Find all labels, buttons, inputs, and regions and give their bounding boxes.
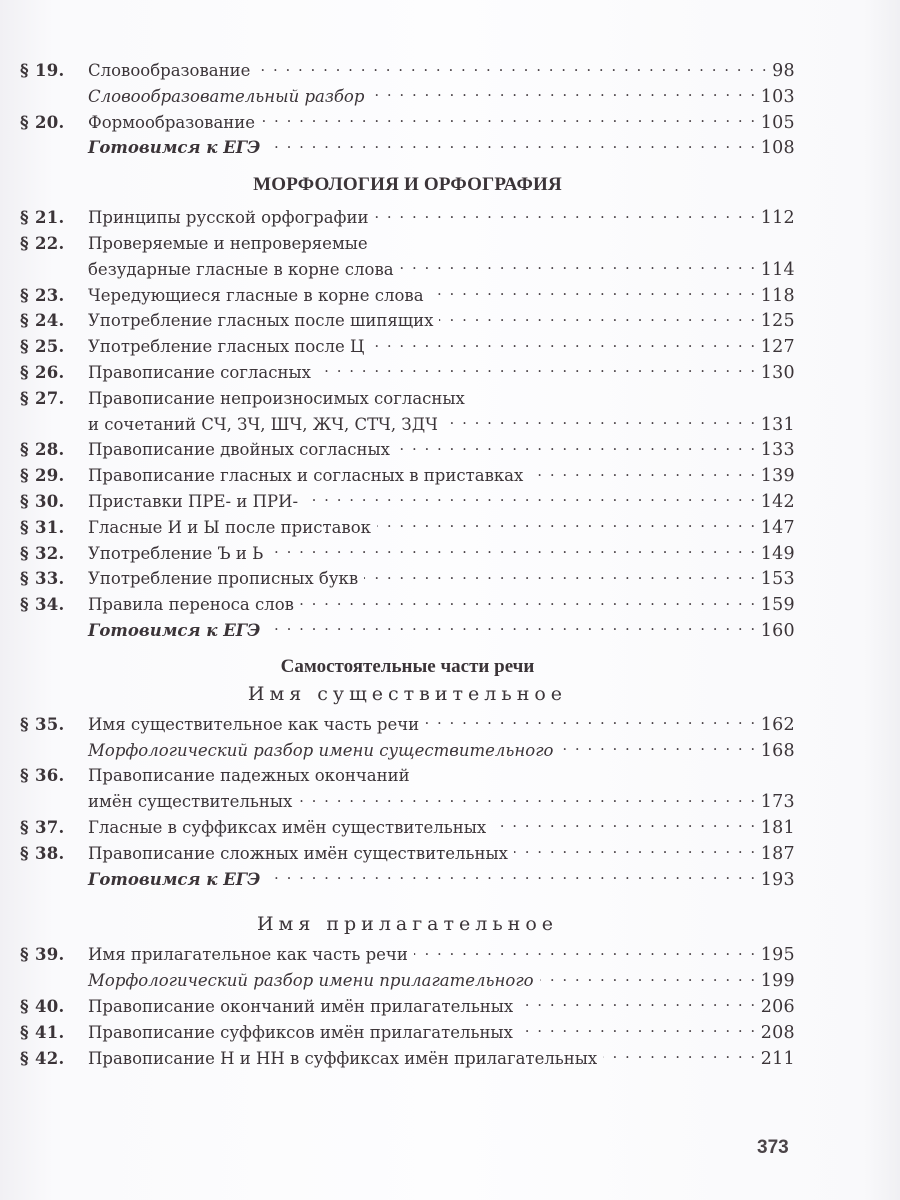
section-number: § 22. [20, 233, 65, 253]
page-ref: 173 [760, 792, 795, 813]
entry-title: Гласные в суффиксах имён существительных [88, 817, 487, 837]
page-ref: 114 [760, 259, 795, 280]
table-of-contents [20, 58, 795, 1071]
page-ref: 211 [760, 1048, 795, 1069]
toc-entry[interactable] [20, 789, 795, 815]
section-number: § 21. [20, 208, 65, 228]
page-ref: 187 [760, 843, 795, 864]
entry-title: Правописание Н и НН в суффиксах имён прилагательных [88, 1048, 598, 1068]
toc-entry[interactable] [20, 541, 795, 567]
section-number: § 33. [20, 569, 65, 589]
toc-entry[interactable] [20, 968, 795, 994]
entry-title: безударные гласные в корне слова [88, 259, 394, 279]
toc-entry[interactable] [20, 566, 795, 592]
toc-entry[interactable] [20, 618, 795, 644]
leader-dots [256, 60, 768, 77]
entry-title: Принципы русской орфографии [88, 208, 369, 228]
section-heading: МОРФОЛОГИЯ И ОРФОГРАФИЯ [253, 174, 562, 196]
leader-dots [266, 619, 756, 636]
leader-dots [444, 413, 757, 430]
toc-entry[interactable] [20, 867, 795, 893]
page-ref: 181 [760, 817, 795, 838]
page-ref: 142 [760, 491, 795, 512]
entry-title: Употребление Ъ и Ь [88, 543, 264, 563]
section-number: § 29. [20, 466, 65, 486]
leader-dots [298, 791, 756, 808]
page-ref: 139 [760, 466, 795, 487]
page-ref: 160 [760, 620, 795, 641]
entry-title-line1: Проверяемые и непроверяемые [88, 233, 368, 253]
entry-title: Гласные И и Ы после приставок [88, 517, 371, 537]
toc-entry[interactable] [20, 135, 795, 161]
section-number: § 24. [20, 311, 65, 331]
page-ref: 195 [760, 945, 795, 966]
entry-title: Готовимся к ЕГЭ [88, 620, 261, 640]
toc-entry[interactable] [20, 1020, 795, 1046]
section-number: § 26. [20, 362, 65, 382]
toc-entry[interactable] [20, 84, 795, 110]
entry-title: Правила переноса слов [88, 595, 294, 615]
entry-title: Чередующиеся гласные в корне слова [88, 285, 424, 305]
toc-entry-line1[interactable] [20, 763, 795, 789]
page-ref: 131 [760, 414, 795, 435]
toc-entry[interactable] [20, 205, 795, 231]
entry-title: Словообразовательный разбор [88, 86, 365, 106]
leader-dots [439, 310, 756, 327]
leader-dots [396, 439, 757, 456]
leader-dots [519, 1021, 757, 1038]
entry-title: Морфологический разбор имени прилагательного [88, 971, 534, 991]
toc-entry-line1[interactable] [20, 231, 795, 257]
entry-title: Готовимся к ЕГЭ [88, 138, 261, 158]
page-ref: 206 [760, 996, 795, 1017]
leader-dots [414, 944, 757, 961]
entry-title: Правописание сложных имён существительных [88, 843, 508, 863]
toc-entry[interactable] [20, 360, 795, 386]
toc-entry[interactable] [20, 738, 795, 764]
toc-entry[interactable] [20, 815, 795, 841]
section-number: § 20. [20, 112, 65, 132]
part-heading: Имя существительное [247, 682, 568, 705]
toc-entry[interactable] [20, 412, 795, 438]
toc-entry[interactable] [20, 712, 795, 738]
section-number: § 40. [20, 996, 65, 1016]
toc-entry[interactable] [20, 463, 795, 489]
toc-entry[interactable] [20, 110, 795, 136]
page-ref: 162 [760, 714, 795, 735]
toc-entry[interactable] [20, 841, 795, 867]
entry-title: имён существительных [88, 792, 293, 812]
section-number: § 36. [20, 766, 65, 786]
entry-title: Морфологический разбор имени существительного [88, 740, 554, 760]
page-ref: 153 [760, 569, 795, 590]
section-number: § 39. [20, 945, 65, 965]
entry-title: Употребление прописных букв [88, 569, 359, 589]
page-ref: 112 [760, 208, 795, 229]
page-ref: 199 [760, 971, 795, 992]
section-number: § 37. [20, 817, 65, 837]
page-ref: 159 [760, 595, 795, 616]
page-ref: 133 [760, 440, 795, 461]
section-number: § 35. [20, 714, 65, 734]
leader-dots [317, 361, 757, 378]
toc-entry[interactable] [20, 592, 795, 618]
section-number: § 32. [20, 543, 65, 563]
entry-title-line1: Правописание непроизносимых согласных [88, 388, 465, 408]
leader-dots [300, 594, 757, 611]
section-number: § 27. [20, 388, 65, 408]
entry-title: Правописание гласных и согласных в приставках [88, 466, 524, 486]
page-ref: 118 [760, 285, 795, 306]
toc-entry[interactable] [20, 58, 795, 84]
entry-title: Имя прилагательное как часть речи [88, 945, 408, 965]
leader-dots [519, 995, 756, 1012]
page-ref: 98 [772, 61, 795, 81]
page-ref: 125 [760, 311, 795, 332]
leader-dots [377, 516, 757, 533]
toc-entry[interactable] [20, 489, 795, 515]
leader-dots [261, 111, 757, 128]
entry-title: Правописание окончаний имён прилагательных [88, 996, 514, 1016]
section-number: § 38. [20, 843, 65, 863]
entry-title: Готовимся к ЕГЭ [88, 869, 261, 889]
leader-dots [425, 713, 757, 730]
leader-dots [430, 284, 757, 301]
entry-title: Правописание суффиксов имён прилагательных [88, 1022, 513, 1042]
section-number: § 28. [20, 440, 65, 460]
leader-dots [304, 490, 757, 507]
entry-title: Словообразование [88, 61, 251, 80]
toc-entry[interactable] [20, 283, 795, 309]
page-number: 373 [757, 1137, 789, 1158]
page-ref: 168 [760, 740, 795, 761]
toc-entry[interactable] [20, 994, 795, 1020]
entry-title: Правописание двойных согласных [88, 440, 390, 460]
page-ref: 130 [760, 362, 795, 383]
toc-entry[interactable] [20, 942, 795, 968]
page-ref: 193 [760, 869, 795, 890]
page-ref: 127 [760, 337, 795, 358]
section-number: § 25. [20, 337, 65, 357]
entry-title: Имя существительное как часть речи [88, 714, 420, 734]
leader-dots [540, 970, 757, 987]
leader-dots [603, 1047, 756, 1064]
leader-dots [400, 258, 757, 275]
section-number: § 30. [20, 491, 65, 511]
section-number: § 42. [20, 1048, 65, 1068]
section-number: § 23. [20, 285, 65, 305]
leader-dots [370, 85, 756, 102]
entry-title: Формообразование [88, 112, 256, 132]
section-number: § 41. [20, 1022, 65, 1042]
entry-title: Правописание согласных [88, 362, 311, 382]
section-number: § 34. [20, 595, 65, 615]
page-ref: 105 [760, 112, 795, 133]
leader-dots [370, 336, 756, 353]
leader-dots [514, 842, 757, 859]
leader-dots [266, 137, 756, 154]
page-ref: 149 [760, 543, 795, 564]
leader-dots [374, 207, 756, 224]
section-number: § 31. [20, 517, 65, 537]
toc-entry[interactable] [20, 334, 795, 360]
toc-entry[interactable] [20, 257, 795, 283]
page-ref: 147 [760, 517, 795, 538]
entry-title-line1: Правописание падежных окончаний [88, 766, 410, 786]
entry-title: Употребление гласных после Ц [88, 337, 365, 357]
leader-dots [266, 868, 756, 885]
subsection-heading: Самостоятельные части речи [280, 655, 535, 677]
leader-dots [269, 542, 756, 559]
part-heading: Имя прилагательное [256, 913, 559, 936]
leader-dots [529, 465, 756, 482]
entry-title: Употребление гласных после шипящих [88, 311, 434, 331]
toc-entry[interactable] [20, 308, 795, 334]
leader-dots [364, 568, 757, 585]
toc-entry[interactable] [20, 515, 795, 541]
toc-entry[interactable] [20, 1046, 795, 1072]
toc-entry[interactable] [20, 437, 795, 463]
page-ref: 108 [760, 138, 795, 159]
section-number: § 19. [20, 61, 65, 80]
toc-entry-line1[interactable] [20, 386, 795, 412]
page-ref: 103 [760, 86, 795, 107]
leader-dots [492, 816, 756, 833]
page-ref: 208 [760, 1022, 795, 1043]
entry-title: и сочетаний СЧ, ЗЧ, ШЧ, ЖЧ, СТЧ, ЗДЧ [88, 414, 438, 434]
entry-title: Приставки ПРЕ- и ПРИ- [88, 491, 299, 511]
leader-dots [559, 739, 756, 756]
